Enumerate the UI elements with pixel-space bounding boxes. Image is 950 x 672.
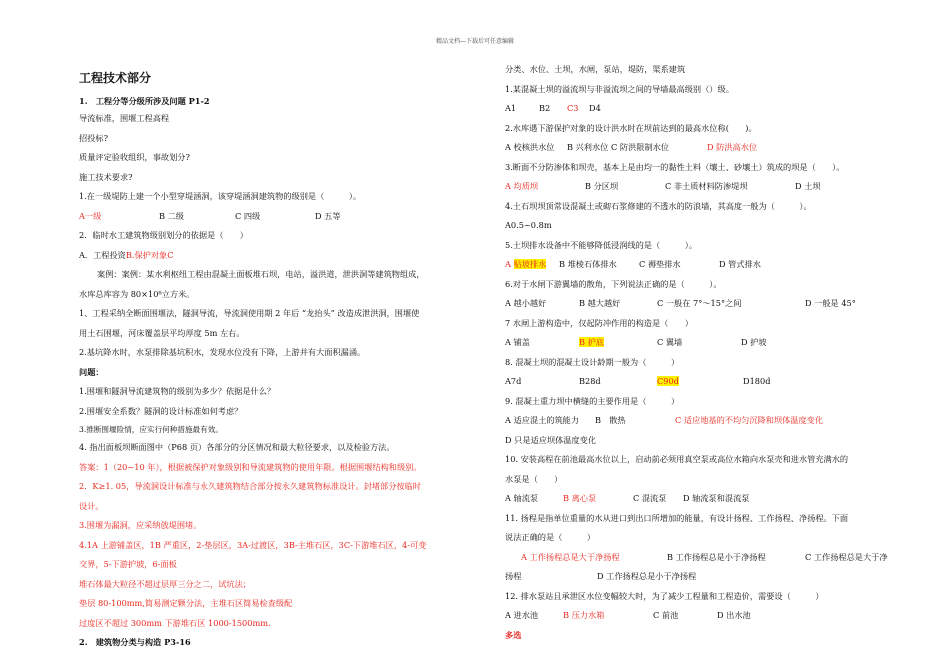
option: B 堆棱石体排水	[559, 259, 617, 269]
option: B.保护对象C	[125, 249, 174, 260]
options	[505, 181, 905, 191]
question: 4.土石坝坝顶常设混凝土或砌石浆修建的不透水的防浪墙，其高度一般为（ ）。	[505, 200, 812, 211]
option: A7d	[505, 376, 522, 386]
right-column	[505, 64, 905, 640]
option	[579, 337, 657, 347]
option: D 五等	[315, 210, 341, 221]
question-2: 2．临时水工建筑物级别划分的依据是（ ）	[79, 230, 248, 240]
option: A 适应混土的筑能力	[505, 415, 580, 425]
problem-line: 3.推断围堰险情，应实行何种措施最有效。	[79, 425, 223, 434]
option: C 前池	[653, 610, 679, 620]
options	[505, 552, 905, 562]
question-1-options	[79, 211, 479, 221]
answer-line: 答案：1（20~10 年），根据被保护对象级别和导流建筑物的使用年限。根据围堰结构和级别。	[79, 461, 422, 472]
question: 说法正确的是（ ）	[505, 532, 596, 542]
question: 2.水库遇下游保护对象的设计洪水时在坝前达到的最高水位称( )。	[505, 122, 757, 133]
page-header: 精品文档---下载后可任意编辑	[435, 38, 515, 45]
question: 10. 安装高程在前池最高水位以上，启动前必须用真空泵或高位水箱向水泵壳和进水管充满水的	[505, 454, 849, 464]
problem-line: 1.围堰和隧洞导流建筑物的级别为多少？依据是什么？	[79, 386, 276, 396]
option: B 工作扬程总是小于净扬程	[667, 551, 766, 562]
problem-line: 4. 指出面板坝断面图中（P68 页）各部分的分区情况和最大粒径要求，以及检验方法。	[79, 442, 395, 452]
text-line: 分类、水位、土坝，水闸，泵站，堤防，渠系建筑	[505, 64, 686, 74]
question: 9. 混凝土重力坝中横缝的主要作用是（ ）	[505, 395, 680, 406]
question: 8. 混凝土坝的混凝土设计龄期一般为（ ）	[505, 356, 680, 367]
problems-title: 问题：	[79, 366, 104, 377]
option: B 兴利水位 C 防洪限制水位	[567, 142, 669, 152]
options	[505, 298, 905, 308]
option	[657, 376, 743, 386]
options	[505, 493, 905, 503]
options	[505, 376, 905, 386]
options	[505, 610, 905, 620]
highlight: B 护底	[579, 337, 604, 347]
option: C 适应地基的不均匀沉降和坝体温度变化	[675, 415, 824, 425]
answer-line: 交界，5-下游护坡，6-面板	[79, 559, 177, 569]
text-line: 施工技术要求?	[79, 171, 133, 182]
option: A 贴坡排水	[505, 259, 547, 269]
option: A 校核洪水位	[505, 142, 555, 152]
question: 5.土坝排水设备中不能够降低浸润线的是（ ）。	[505, 239, 698, 250]
options	[505, 259, 905, 269]
problem-line: 2.围堰安全系数？隧洞的设计标准如何考虑？	[79, 405, 243, 416]
option: A一级	[79, 210, 102, 221]
option: C 混流泵	[633, 493, 667, 503]
option: B 越大越好	[579, 298, 621, 308]
option: A 越小越好	[505, 298, 547, 308]
option: C 一般在 7°～15°之间	[657, 298, 742, 308]
options	[505, 103, 905, 113]
question-2-options	[79, 250, 479, 260]
case-line: 2.基坑降水时，水泵排除基坑积水，发现水位没有下降，上游并有大面积漏涌。	[79, 347, 366, 357]
option: B 压力水箱	[563, 610, 605, 620]
case-line: 水库总库容为 80×10⁸立方米。	[79, 288, 195, 299]
option: B 分区坝	[585, 181, 619, 191]
option: D 一般是 45°	[805, 298, 856, 308]
option: C 非土质材料防渗堤坝	[665, 181, 748, 191]
question: 11. 扬程是指单位重量的水从进口到出口所增加的能量，有设计扬程、工作扬程、净扬程。下面	[505, 512, 849, 523]
option: A 工作扬程总是大于净扬程	[521, 551, 620, 562]
left-column	[79, 70, 479, 647]
answer-line: 堆石体最大粒径不超过层厚三分之二，试坑法；	[79, 578, 251, 589]
case-line: 1、工程采纳全断面围堰法，隧洞导流，导流洞使用期 2 年后 “龙抬头” 改造成泄洪洞，围堰使	[79, 308, 420, 318]
case-line: 用土石围堰，河床覆盖层平均厚度 5m 左右。	[79, 327, 245, 338]
option: B 散热	[595, 415, 626, 425]
text-line: 导流标准，围堰工程高程	[79, 113, 170, 123]
option: D4	[589, 103, 601, 113]
option: A．工程投资	[79, 249, 126, 260]
answer-line: 过度区不超过 300mm 下游堆石区 1000-1500mm.	[79, 617, 271, 628]
option: D 护坡	[741, 337, 767, 347]
multi-choice-heading: 多选	[505, 629, 522, 640]
option: D 工作扬程总是小于净扬程	[597, 571, 697, 581]
option: A 均质坝	[505, 181, 539, 191]
answer-line: 4.1A 上游铺盖区，1B 严重区，2-垫层区，3A-过渡区，3B-主堆石区，3C-下游堆石区，4-可变	[79, 539, 427, 550]
option: D 管式排水	[719, 259, 761, 269]
option: D 防洪高水位	[707, 142, 758, 152]
option: C3	[567, 103, 579, 113]
heading-2: 2. 建筑物分类与构造 P3-16	[79, 637, 191, 647]
options	[505, 571, 905, 581]
option: B 二级	[159, 210, 184, 221]
case-line: 案例：案例：某水利枢纽工程由混凝土面板堆石坝，电站，溢洪道，泄洪洞等建筑物组成，	[97, 269, 425, 279]
answer-line: 设计。	[79, 500, 104, 511]
option: C 工作扬程总是大于净	[805, 551, 888, 562]
options	[505, 142, 905, 152]
heading-1: 1. 工程分等分级所涉及问题 P1-2	[79, 96, 210, 106]
option: D 只是适应坝体温度变化	[505, 434, 597, 445]
option: A1	[505, 103, 517, 113]
option: D 轴流泵和混流泵	[683, 493, 750, 503]
answer-line: 垫层 80-100mm,简易测定颗分法，主堆石区简易检查级配	[79, 598, 293, 608]
text-line: 质量评定验收组织，事故划分?	[79, 152, 190, 162]
option: B2	[539, 103, 551, 113]
highlight: C90d	[657, 376, 679, 386]
question: 3.断面不分防渗体和坝壳，基本上是由均一的黏性土料（壤土、砂壤土）筑成的坝是（ ）。	[505, 161, 845, 172]
option: A 铺盖	[505, 337, 530, 347]
option: C 褥垫排水	[639, 259, 681, 269]
option: D 出水池	[717, 610, 751, 620]
section-title: 工程技术部分	[79, 71, 152, 85]
question: 1.某混凝土坝的溢流坝与非溢流坝之间的导墙最高级别（）级。	[505, 83, 734, 94]
options	[505, 337, 905, 347]
option: B28d	[579, 376, 601, 386]
options	[505, 415, 905, 425]
question: 12. 排水泵站且承泄区水位变幅较大时，为了减少工程量和工程造价，需要设（ ）	[505, 590, 824, 601]
option: B 离心泵	[563, 493, 597, 503]
text-line: 招投标?	[79, 132, 108, 143]
option: A 轴流泵	[505, 493, 539, 503]
option: C 翼墙	[657, 337, 683, 347]
question: 6.对于水闸下游翼墙的散角，下列说法正确的是（ ）。	[505, 278, 722, 289]
option: D180d	[743, 376, 771, 386]
answer-line: 2．K≥1. 05，导流洞设计标准与永久建筑物结合部分按永久建筑物标准设计。封堵部分按临时	[79, 481, 421, 491]
question: 水泵是（ ）	[505, 473, 563, 484]
option: C 四级	[235, 210, 261, 221]
answer: A0.5~0.8m	[505, 220, 552, 230]
option: D 土坝	[795, 181, 821, 191]
answer-line: 3.围堰为漏洞，应采纳戗堤围堵。	[79, 520, 202, 530]
question: 7 水闸上游构造中，仅起防冲作用的构造是（ ）	[505, 317, 693, 328]
highlight: 贴坡排水	[513, 259, 547, 269]
option: A 进水池	[505, 610, 539, 620]
question-1: 1.在一级堤防上建一个小型穿堤涵洞，该穿堤涵洞建筑物的级别是（ ）。	[79, 191, 362, 201]
option: 扬程	[505, 571, 522, 581]
